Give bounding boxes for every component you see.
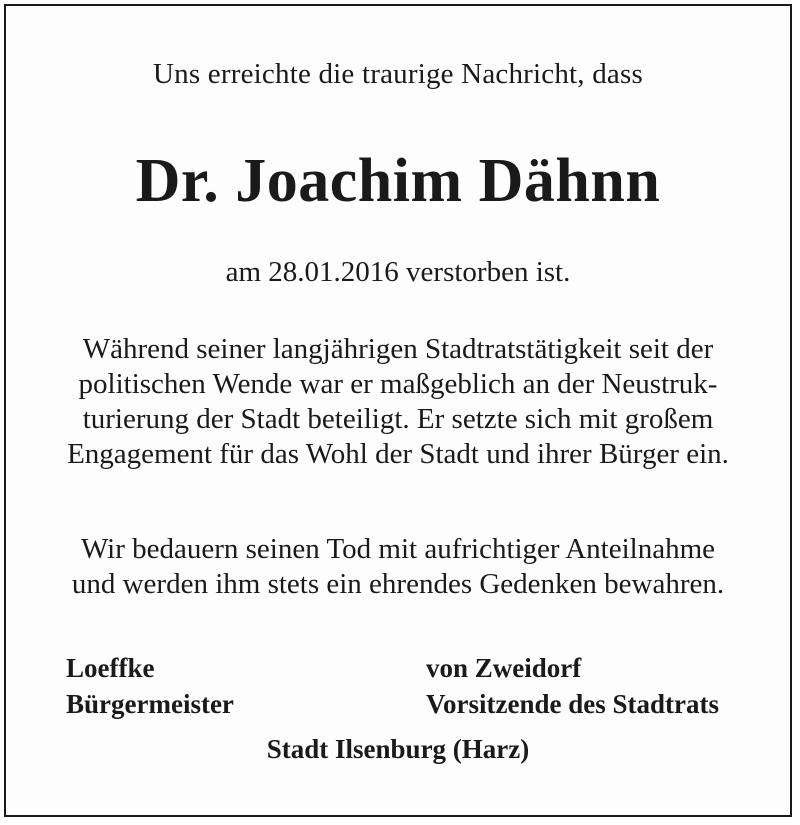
paragraph-line: politischen Wende war er maßgeblich an der Neustruk- [78,368,718,400]
signatory-name: Loeffke [66,653,155,683]
obituary-notice [4,4,792,817]
signatory-council-chair [426,650,719,722]
paragraph-line: und werden ihm stets ein ehrendes Gedenken bewahren. [71,568,725,600]
signatory-name: von Zweidorf [426,653,582,683]
date-of-death: am 28.01.2016 verstorben ist. [225,256,571,288]
deceased-name: Dr. Joachim Dähnn [135,147,661,215]
signatory-title: Vorsitzende des Stadtrats [426,689,719,719]
tribute-paragraph [6,332,790,472]
signatory-mayor [66,650,234,722]
organization-name: Stadt Ilsenburg (Harz) [266,734,530,764]
paragraph-line: Wir bedauern seinen Tod mit aufrichtiger Anteilnahme [80,533,716,565]
condolence-paragraph [6,532,790,602]
intro-text: Uns erreichte die traurige Nachricht, dass [153,58,643,90]
paragraph-line: Engagement für das Wohl der Stadt und ihrer Bürger ein. [67,438,729,470]
paragraph-line: Während seiner langjährigen Stadtratstätigkeit seit der [82,333,714,365]
paragraph-line: turierung der Stadt beteiligt. Er setzte sich mit großem [82,403,714,435]
signatory-title: Bürgermeister [66,689,234,719]
